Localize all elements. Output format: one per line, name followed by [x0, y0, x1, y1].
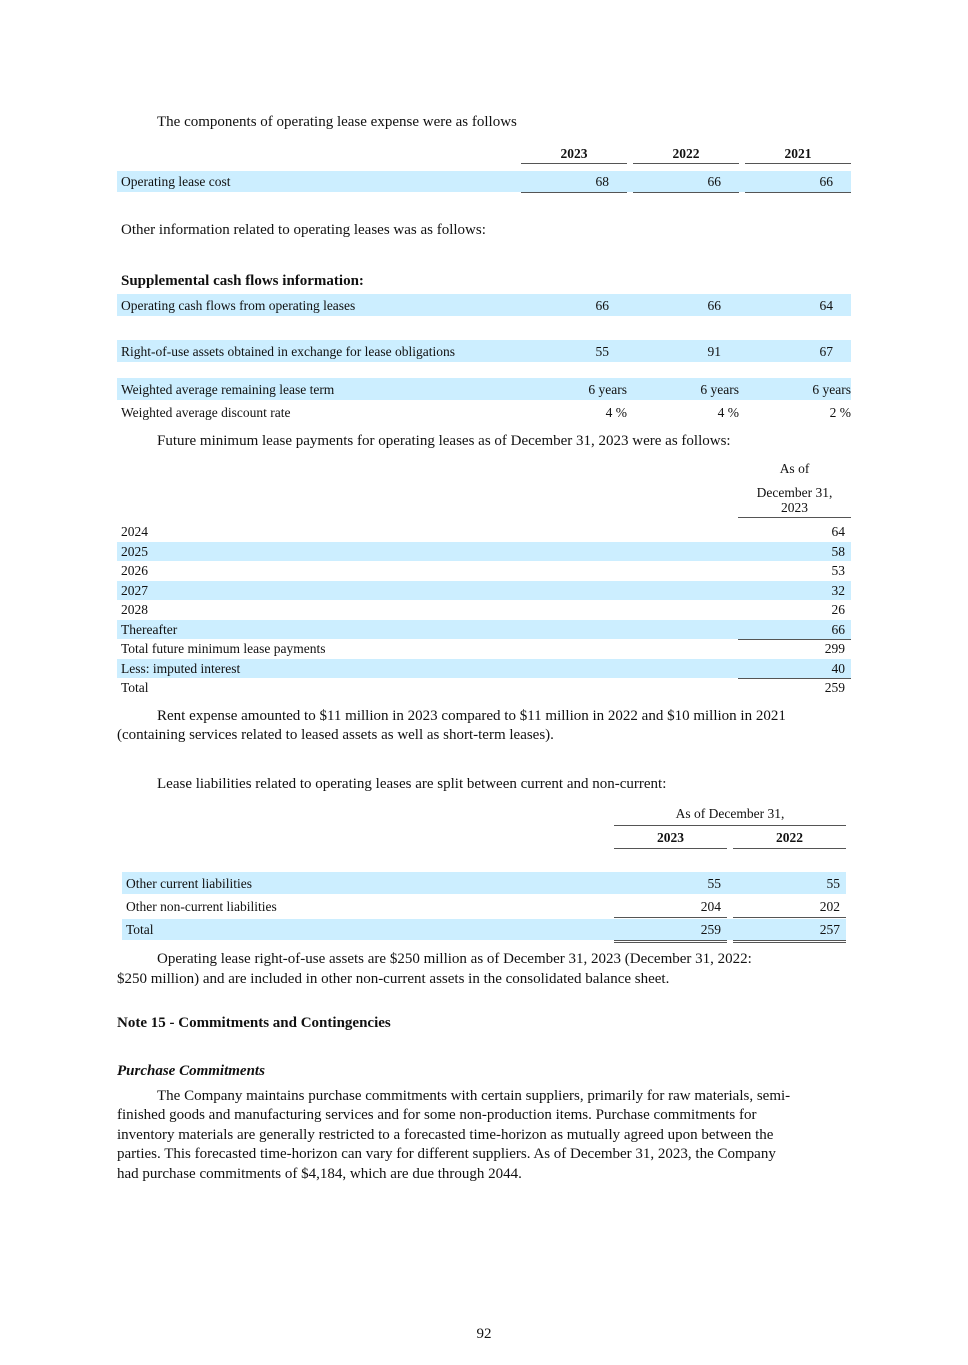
purchase-paragraph-line: had purchase commitments of $4,184, which are due through 2044. [117, 1166, 522, 1182]
cell-value: 202 [819, 899, 840, 914]
table-row [122, 873, 846, 894]
table-row [117, 171, 851, 192]
table-row [122, 919, 846, 940]
row-label: 2026 [121, 563, 148, 578]
row-label: Total future minimum lease payments [121, 641, 326, 656]
row-label: Total [126, 922, 154, 937]
row-label: 2025 [121, 543, 148, 559]
row-label: 2027 [121, 582, 148, 598]
note-title: Note 15 - Commitments and Contingencies [117, 1015, 391, 1031]
cell-value: 6 years [812, 382, 851, 397]
cell-value: 299 [824, 641, 845, 656]
cell-value: 55 [707, 876, 721, 891]
table-row [117, 639, 851, 658]
cell-value: 259 [700, 922, 721, 937]
row-label: Right-of-use assets obtained in exchange for lease obligations [121, 344, 456, 359]
col-header-line: December 31, [756, 485, 833, 500]
purchase-paragraph-line: inventory materials are generally restricted to a forecasted time-horizon as mutually agreed upon between the [117, 1127, 774, 1143]
col-header-2021: 2021 [784, 146, 812, 161]
cell-value: 66 [831, 621, 845, 637]
table-row [122, 896, 846, 917]
row-label: Thereafter [121, 621, 178, 637]
cell-value: 64 [831, 524, 845, 539]
col-header-2023: 2023 [560, 146, 588, 161]
row-label: Weighted average remaining lease term [121, 382, 335, 397]
row-label: 2024 [121, 524, 148, 539]
table-row [117, 620, 851, 639]
col-header-line: 2023 [781, 500, 808, 515]
col-group-header: As of December 31, [675, 806, 785, 821]
rou-assets-paragraph-line2: $250 million) and are included in other non-current assets in the consolidated balance sheet. [117, 971, 670, 987]
table-row [117, 522, 851, 541]
table-row [117, 542, 851, 561]
table-row [117, 379, 851, 400]
intro-future-payments: Future minimum lease payments for operating leases as of December 31, 2023 were as follows: [157, 433, 731, 449]
purchase-paragraph-line: parties. This forecasted time-horizon can vary for different suppliers. As of December 31, 2023, the Company [117, 1146, 776, 1162]
intro-other-information: Other information related to operating leases was as follows: [121, 222, 486, 238]
row-label: Operating lease cost [121, 174, 231, 189]
row-label: Total [121, 680, 149, 695]
col-header-2022: 2022 [672, 146, 700, 161]
cell-value: 55 [595, 344, 609, 359]
table-row [117, 600, 851, 619]
intro-lease-liabilities: Lease liabilities related to operating leases are split between current and non-current: [157, 776, 667, 792]
cell-value: 2 % [829, 405, 851, 420]
row-label: Weighted average discount rate [121, 405, 291, 420]
table-row [117, 561, 851, 580]
col-header-2023: 2023 [657, 830, 684, 845]
supplemental-heading: Supplemental cash flows information: [121, 273, 364, 289]
purchase-paragraph-line: finished goods and manufacturing services and for some non-production items. Purchase commitments for [117, 1107, 757, 1123]
cell-value: 40 [831, 660, 845, 676]
row-label: 2028 [121, 602, 148, 617]
cell-value: 6 years [700, 382, 739, 397]
rent-expense-paragraph-line1: Rent expense amounted to $11 million in 2023 compared to $11 million in 2022 and $10 million in 2021 [157, 708, 786, 724]
page-number: 92 [476, 1326, 492, 1342]
table-row [117, 678, 851, 697]
purchase-paragraph-line: The Company maintains purchase commitments with certain suppliers, primarily for raw materials, semi- [157, 1088, 791, 1104]
cell-value: 257 [819, 922, 840, 937]
table-row [117, 295, 851, 316]
cell-value: 66 [707, 174, 721, 189]
cell-value: 259 [824, 680, 845, 695]
col-header-2022: 2022 [776, 830, 803, 845]
cell-value: 53 [831, 563, 845, 578]
row-label: Other non-current liabilities [126, 899, 277, 914]
col-header [738, 485, 851, 515]
cell-value: 6 years [588, 382, 627, 397]
cell-value: 4 % [605, 405, 627, 420]
rent-expense-paragraph-line2: (containing services related to leased assets as well as short-term leases). [117, 727, 554, 743]
intro-operating-lease-expense: The components of operating lease expense were as follows [157, 114, 517, 130]
cell-value: 32 [831, 582, 845, 598]
table-row [117, 341, 851, 362]
section-subtitle: Purchase Commitments [117, 1063, 265, 1079]
cell-value: 66 [707, 298, 721, 313]
rou-assets-paragraph-line1: Operating lease right-of-use assets are $250 million as of December 31, 2023 (December 31, 2022: [157, 951, 752, 967]
cell-value: 204 [700, 899, 721, 914]
cell-value: 64 [819, 298, 833, 313]
cell-value: 67 [819, 344, 833, 359]
cell-value: 91 [707, 344, 721, 359]
table-row [117, 659, 851, 678]
row-label: Less: imputed interest [121, 660, 241, 676]
cell-value: 66 [819, 174, 833, 189]
cell-value: 26 [831, 602, 845, 617]
col-header: As of [779, 461, 810, 476]
row-label: Other current liabilities [126, 876, 252, 891]
cell-value: 4 % [717, 405, 739, 420]
cell-value: 68 [595, 174, 609, 189]
cell-value: 58 [831, 543, 845, 559]
cell-value: 55 [826, 876, 840, 891]
cell-value: 66 [595, 298, 609, 313]
table-row [117, 581, 851, 600]
row-label: Operating cash flows from operating leases [121, 298, 356, 313]
table-row [117, 402, 851, 423]
